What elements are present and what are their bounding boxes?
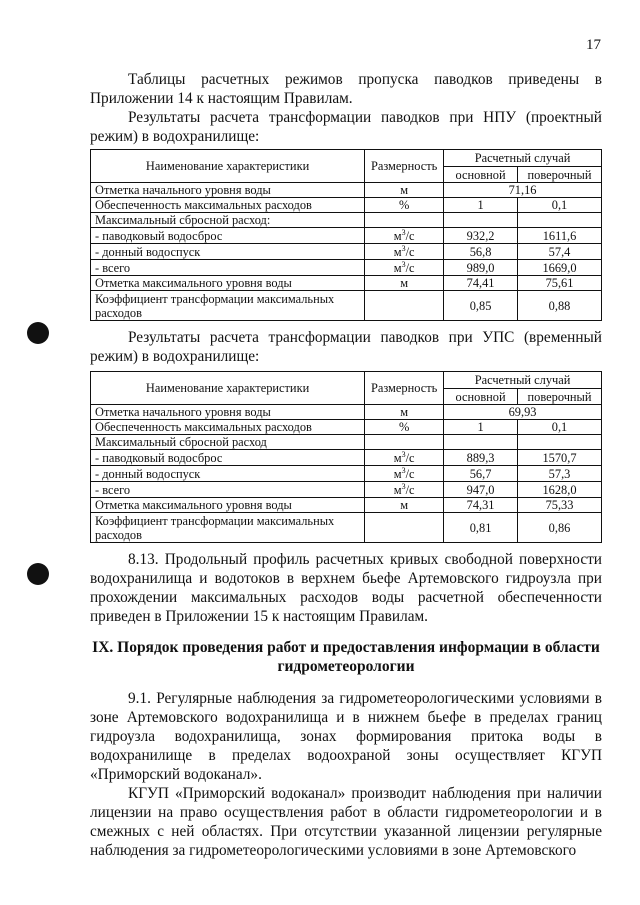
page-number: 17 — [586, 37, 601, 53]
table-npu — [90, 149, 602, 321]
table-row: Максимальный сбросной расход: — [91, 213, 602, 228]
table-row: Коэффициент трансформации максимальных расходов 0,81 0,86 — [91, 513, 602, 543]
header-case: Расчетный случай — [444, 150, 602, 167]
intro-paragraph-2: Результаты расчета трансформации паводков при НПУ (проектный режим) в водохранилище: — [90, 109, 602, 145]
table-row: Отметка максимального уровня воды м 74,31 75,33 — [91, 498, 602, 513]
header-main: основной — [444, 389, 518, 405]
mid-paragraph: Результаты расчета трансформации паводков при УПС (временный режим) в водохранилище: — [90, 329, 602, 365]
header-name: Наименование характеристики — [91, 372, 365, 405]
header-unit: Размерность — [365, 372, 444, 405]
header-check: поверочный — [518, 389, 602, 405]
header-name: Наименование характеристики — [91, 150, 365, 183]
table-row: - донный водоспуск $м^3/с$ 56,8 57,4 — [91, 244, 602, 260]
header-check: поверочный — [518, 167, 602, 183]
paragraph-8-13: 8.13. Продольный профиль расчетных кривых свободной поверхности водохранилища и водотоков в верхнем бьефе Артемовского гидроузла при прохождении максимальных расходов воды расчетной обеспеченности приведен в Приложении 15 к настоящим Правилам. — [90, 551, 602, 625]
punch-hole-top — [27, 322, 49, 344]
section-heading: IX. Порядок проведения работ и предоставления информации в области гидрометеорологии — [92, 639, 600, 675]
paragraph-last: КГУП «Приморский водоканал» производит наблюдения при наличии лицензии на право осуществления работ в области гидрометеорологии и в смежных с ней областях. При отсутствии указанной лицензии регулярные наблюдения за гидрометеорологическими условиями в зоне Артемовского — [90, 785, 602, 859]
table-row: - паводковый водосброс $м^3/с$ 932,2 1611,6 — [91, 228, 602, 244]
table-ups — [90, 371, 602, 543]
header-case: Расчетный случай — [444, 372, 602, 389]
header-main: основной — [444, 167, 518, 183]
intro-paragraph-1: Таблицы расчетных режимов пропуска паводков приведены в Приложении 14 к настоящим Правилам. — [90, 71, 602, 107]
table-row: Отметка начального уровня воды м 69,93 — [91, 405, 602, 420]
table-row: - донный водоспуск $м^3/с$ 56,7 57,3 — [91, 466, 602, 482]
table-row: - всего $м^3/с$ 947,0 1628,0 — [91, 482, 602, 498]
table-row: Обеспеченность максимальных расходов % 1 0,1 — [91, 420, 602, 435]
table-row: - всего $м^3/с$ 989,0 1669,0 — [91, 260, 602, 276]
table-row: - паводковый водосброс $м^3/с$ 889,3 1570,7 — [91, 450, 602, 466]
table-row: Отметка начального уровня воды м 71,16 — [91, 183, 602, 198]
paragraph-9-1: 9.1. Регулярные наблюдения за гидрометеорологическими условиями в зоне Артемовского водохранилища и в нижнем бьефе в пределах границ гидроузла водохранилища, зонах формирования притока воды в водохранилище в пределах водоохраной зоны осуществляет КГУП «Приморский водоканал». — [90, 690, 602, 783]
punch-hole-bottom — [27, 563, 49, 585]
table-row: Обеспеченность максимальных расходов % 1 0,1 — [91, 198, 602, 213]
table-row: Отметка максимального уровня воды м 74,41 75,61 — [91, 276, 602, 291]
table-row: Коэффициент трансформации максимальных расходов 0,85 0,88 — [91, 291, 602, 321]
table-row: Максимальный сбросной расход — [91, 435, 602, 450]
header-unit: Размерность — [365, 150, 444, 183]
